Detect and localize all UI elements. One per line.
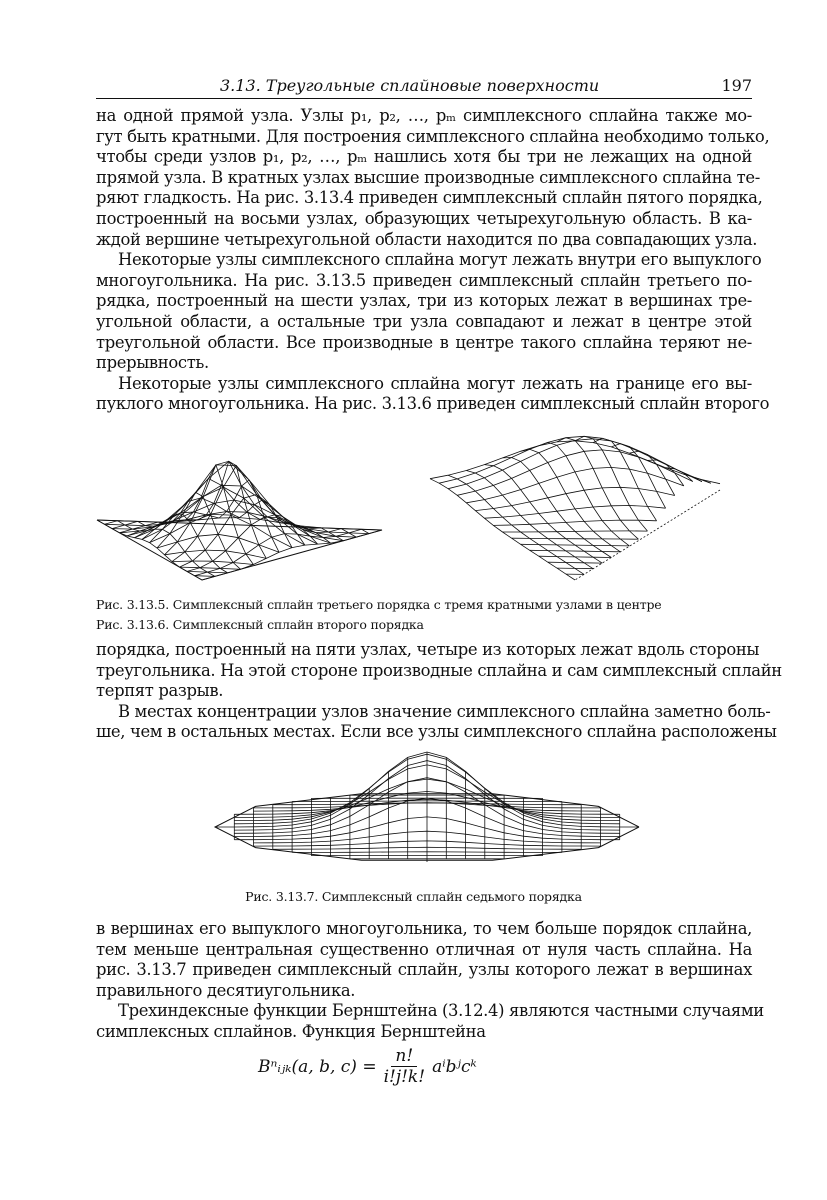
formula-denominator: i!j!k!: [383, 1067, 426, 1087]
mesh-line: [165, 550, 267, 558]
text-line: в вершинах его выпуклого многоугольника, то чем больше порядок сплайна,: [96, 919, 752, 938]
mesh-line: [684, 474, 702, 481]
text-line: рядка, построенный на шести узлах, три из которых лежат в вершинах тре-: [96, 291, 752, 311]
paragraph: [96, 919, 752, 1001]
text-block-middle: [96, 640, 782, 743]
text-line: правильного десятиугольника.: [96, 980, 356, 1000]
header-title: 3.13. Треугольные сплайновые поверхности: [220, 76, 600, 95]
text-block-bottom: [96, 919, 764, 1043]
paragraph: [96, 373, 770, 415]
text-line: ше, чем в остальных местах. Если все узлы симплексного сплайна расположены: [96, 722, 777, 742]
text-line: построенный на восьми узлах, образующих четырехугольную область. В ка-: [96, 208, 752, 228]
mesh-line: [172, 466, 301, 562]
text-line: прерывность.: [96, 353, 209, 373]
mesh-line: [493, 520, 656, 525]
formula-fraction: [384, 1046, 426, 1087]
mesh-line: [475, 487, 674, 510]
caption-fig5: Рис. 3.13.5. Симплексный сплайн третьего порядка с тремя кратными узлами в центре: [96, 597, 662, 612]
text-line: Трехиндексные функции Бернштейна (3.12.4) являются частными случаями: [118, 1001, 764, 1021]
text-line: Некоторые узлы симплексного сплайна могут лежать внутри его выпуклого: [118, 250, 762, 270]
paragraph: [96, 250, 762, 374]
running-header: [96, 76, 752, 99]
mesh-line: [172, 561, 253, 565]
mesh-line: [439, 436, 711, 483]
figure-3-13-6: [425, 420, 725, 585]
mesh-line: [195, 576, 215, 577]
text-line: порядка, построенный на пяти узлах, четыре из которых лежат вдоль стороны: [96, 640, 760, 659]
mesh-line: [466, 471, 593, 569]
mesh-line: [135, 465, 318, 544]
text-line: пуклого многоугольника. На рис. 3.13.6 приведен симплексный сплайн второго: [96, 394, 770, 414]
text-line: ряют гладкость. На рис. 3.13.4 приведен симплексный сплайн пятого порядка,: [96, 188, 763, 208]
mesh-line: [557, 568, 593, 569]
mesh-line: [611, 444, 665, 509]
caption-fig7: Рис. 3.13.7. Симплексный сплайн седьмого порядка: [245, 889, 582, 904]
text-line: В местах концентрации узлов значение симплексного сплайна заметно боль-: [118, 701, 771, 721]
mesh-line: [157, 479, 260, 549]
mesh-line: [430, 479, 575, 580]
bernstein-formula: [258, 1046, 477, 1087]
paragraph: [96, 640, 782, 702]
mesh-line: [127, 461, 331, 543]
formula-lhs: Bⁿᵢⱼₖ(a, b, c) =: [258, 1056, 377, 1077]
text-line: терпят разрыв.: [96, 681, 224, 701]
mesh-line: [648, 460, 684, 486]
text-line: многоугольника. На рис. 3.13.5 приведен симплексный сплайн третьего по-: [96, 270, 752, 290]
text-line: тем меньше центральная существенно отличная от нуля часть сплайна. На: [96, 939, 752, 959]
text-line: ждой вершине четырехугольной области находится по два совпадающих узла.: [96, 229, 758, 249]
caption-fig6: Рис. 3.13.6. Симплексный сплайн второго порядка: [96, 617, 424, 632]
text-line: треугольной области. Все производные в центре такого сплайна теряют не-: [96, 332, 752, 352]
figure-3-13-7: [210, 745, 645, 870]
paragraph: [96, 1001, 764, 1042]
formula-numerator: n!: [391, 1046, 417, 1067]
mesh-line: [484, 465, 602, 563]
text-line: симплексных сплайнов. Функция Бернштейна: [96, 1021, 486, 1041]
page-number: 197: [721, 76, 752, 95]
mesh-line: [539, 442, 630, 546]
paragraph: [96, 106, 770, 250]
mesh-line: [180, 567, 241, 569]
text-line: рис. 3.13.7 приведен симплексный сплайн, узлы которого лежат в вершинах: [96, 960, 752, 980]
text-line: прямой узла. В кратных узлах высшие производные симплексного сплайна те-: [96, 167, 760, 187]
mesh-line: [484, 506, 665, 519]
text-line: угольной области, а остальные три узла совпадают и лежат в центре этой: [96, 311, 752, 331]
mesh-line: [430, 441, 720, 484]
mesh-line: [530, 550, 621, 552]
text-line: треугольника. На этой стороне производные сплайна и сам симплексный сплайн: [96, 660, 782, 680]
paragraph: [96, 701, 777, 743]
triangle-edge-dotted: [575, 490, 720, 580]
text-line: Некоторые узлы симплексного сплайна могут лежать на границе его вы-: [118, 373, 752, 393]
formula-rhs: aⁱbʲcᵏ: [432, 1056, 477, 1077]
text-line: гут быть кратными. Для построения симплексного сплайна необходимо только,: [96, 126, 770, 146]
figure-3-13-5: [92, 410, 392, 585]
mesh-line: [120, 485, 344, 540]
text-block-top: [96, 106, 770, 415]
mesh-line: [105, 521, 118, 525]
mesh-line: [521, 544, 630, 546]
mesh-line: [548, 562, 602, 563]
mesh-line: [105, 512, 370, 534]
text-line: чтобы среди узлов p₁, p₂, …, pₘ нашлись хотя бы три не лежащих на одной: [96, 147, 752, 167]
triangle-edge: [97, 520, 382, 580]
text-line: на одной прямой узла. Узлы p₁, p₂, …, pₘ симплексного сплайна также мо-: [96, 106, 752, 125]
